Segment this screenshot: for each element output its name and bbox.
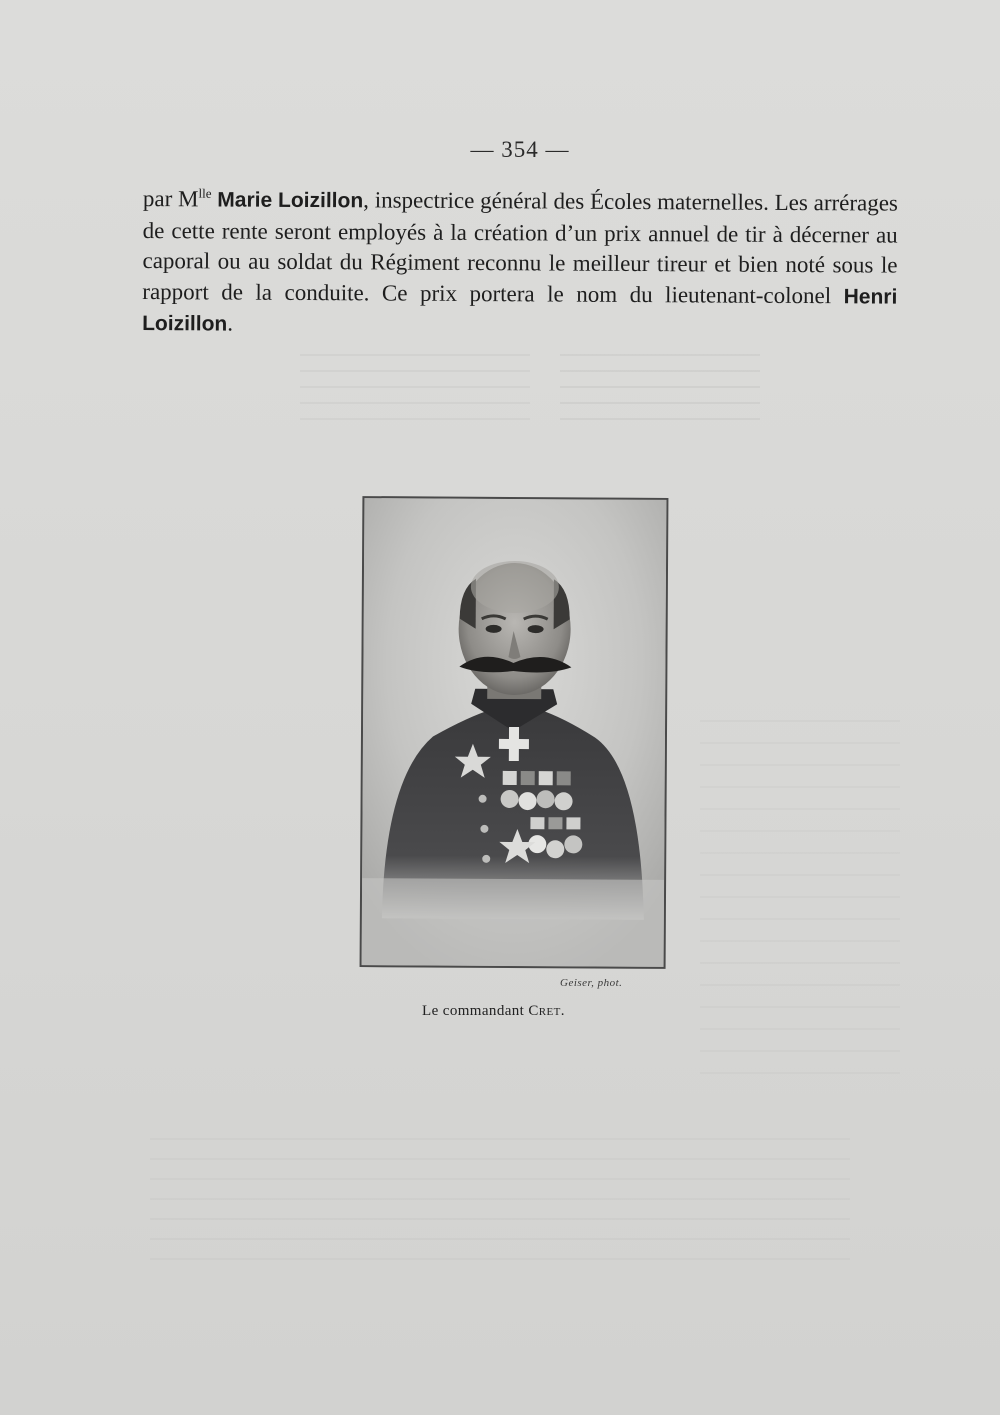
bleed-through-decoration [700, 700, 900, 1080]
body-paragraph [142, 184, 898, 344]
person-name: Henri Loizillon [142, 284, 898, 336]
paragraph-text: . [227, 310, 234, 336]
portrait-image [362, 498, 667, 967]
paragraph-text: , inspectrice général des Écoles maternelles. Les arrérages de cette rente seront employés à la création d’un prix annuel de tir à décerner au caporal ou au soldat du Régiment reconnu le meilleur tireur et bien noté sous le rapport de la conduite. Ce prix portera le nom du lieutenant-colonel [142, 187, 899, 308]
title-abbreviation: lle [198, 185, 212, 201]
photo-credit: Geiser, phot. [560, 977, 623, 989]
page-number: — 354 — [470, 137, 570, 162]
caption-prefix: Le commandant [422, 1003, 529, 1019]
bleed-through-decoration [560, 340, 760, 420]
portrait-photo [360, 496, 669, 969]
caption-name: Cret [528, 1003, 561, 1019]
caption-suffix: . [560, 1003, 565, 1019]
person-name: Marie Loizillon [217, 188, 364, 213]
paragraph-text: par M [142, 185, 199, 212]
bleed-through-decoration [150, 1120, 850, 1260]
photo-caption [422, 1003, 565, 1020]
bleed-through-decoration [300, 340, 530, 420]
